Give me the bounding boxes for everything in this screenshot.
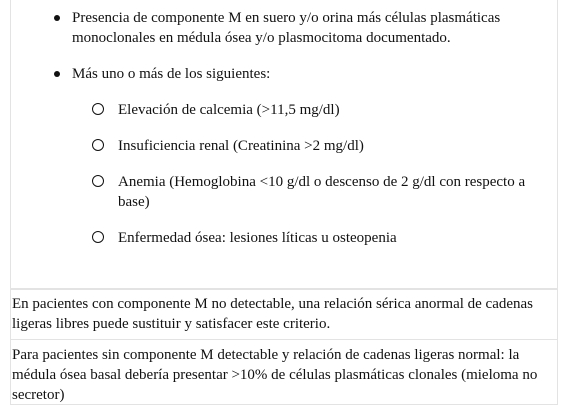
- criteria-item-text: Presencia de componente M en suero y/o orina más células plasmáticas monoclonales en médula ósea y/o plasmocitoma documentado.: [72, 10, 501, 46]
- note-undetectable-m-component: [10, 289, 558, 340]
- sub-criteria-item-text: Anemia (Hemoglobina <10 g/dl o descenso de 2 g/dl con respecto a base): [118, 174, 526, 210]
- criteria-item-additional: [11, 64, 557, 84]
- bullet-circle-icon: [92, 139, 104, 151]
- bullet-disc-icon: [54, 71, 60, 77]
- sub-criteria-item-renal: [11, 136, 557, 156]
- sub-criteria-item-text: Enfermedad ósea: lesiones líticas u osteopenia: [118, 230, 397, 246]
- criteria-item-text: Más uno o más de los siguientes:: [72, 66, 271, 82]
- sub-criteria-item-anemia: [11, 172, 557, 212]
- note-text: En pacientes con componente M no detectable, una relación sérica anormal de cadenas ligeras libres puede sustituir y satisfacer este criterio.: [12, 296, 534, 332]
- sub-criteria-item-text: Elevación de calcemia (>11,5 mg/dl): [118, 102, 340, 118]
- sub-criteria-item-text: Insuficiencia renal (Creatinina >2 mg/dl): [118, 138, 364, 154]
- sub-criteria-item-bone: [11, 228, 557, 248]
- sub-criteria-list: [11, 100, 557, 248]
- criteria-list: [11, 8, 557, 84]
- criteria-cell: [10, 0, 558, 289]
- bullet-circle-icon: [92, 231, 104, 243]
- criteria-item-m-component: [11, 8, 557, 48]
- bullet-circle-icon: [92, 103, 104, 115]
- bullet-disc-icon: [54, 15, 60, 21]
- sub-criteria-item-calcemia: [11, 100, 557, 120]
- note-text: Para pacientes sin componente M detectable y relación de cadenas ligeras normal: la médula ósea basal debería presentar >10% de células plasmáticas clonales (mieloma no secretor): [12, 347, 538, 403]
- note-non-secretory: [10, 340, 558, 405]
- bullet-circle-icon: [92, 175, 104, 187]
